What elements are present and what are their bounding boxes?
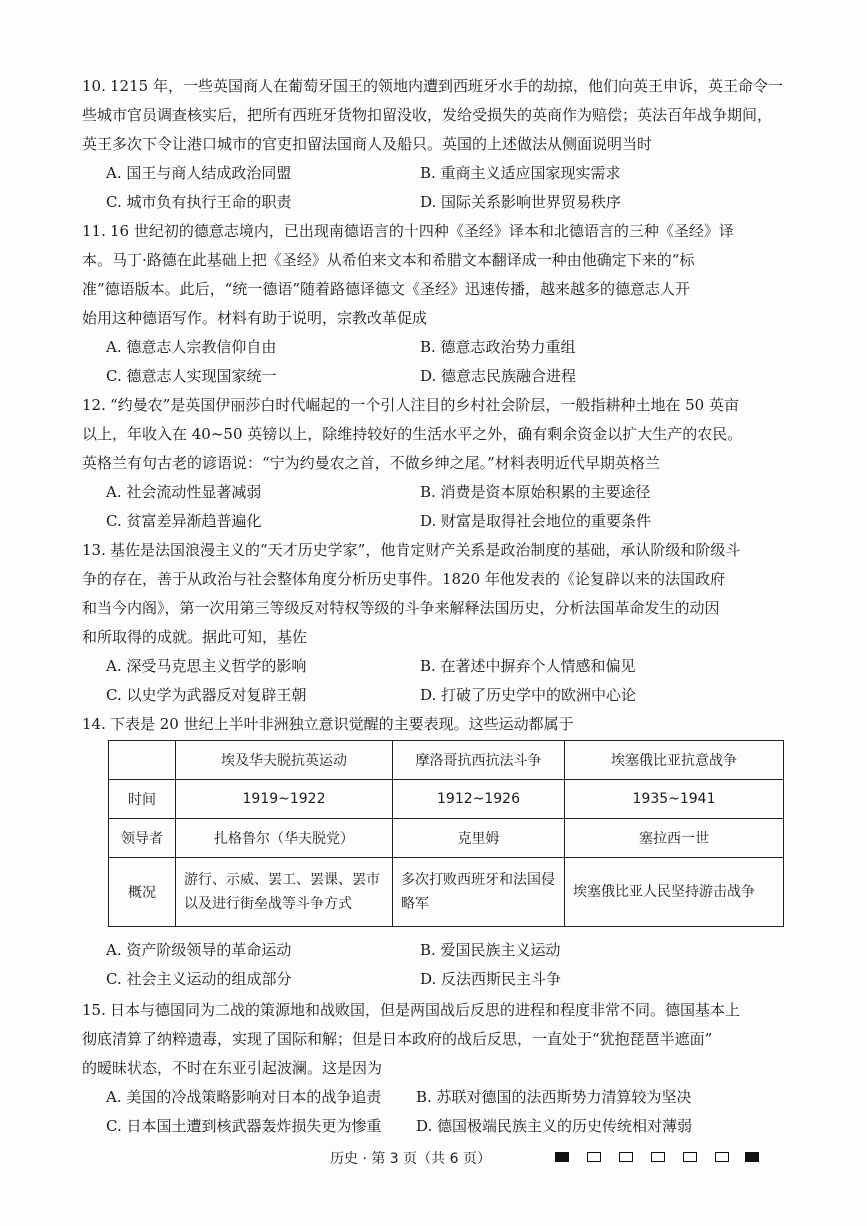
stem-line: 始用这种德语写作。材料有助于说明，宗教改革促成 [82,309,428,327]
row-header: 领导者 [109,819,176,858]
options-10 [106,159,790,217]
stem-line: 和当今内阁》，第一次用第三等级反对特权等级的斗争来解释法国历史，分析法国革命发生的动因 [82,599,720,617]
option-a[interactable]: A. 社会流动性显著减弱 [106,483,262,501]
table-cell: 游行、示威、罢工、罢课、罢市以及进行街垒战等斗争方式 [176,858,393,927]
stem-line: 以上，年收入在 40~50 英镑以上，除维持较好的生活水平之外，确有剩余资金以扩大生产的农民。 [82,425,743,443]
table-cell: 多次打败西班牙和法国侵略军 [393,858,565,927]
question-10 [82,72,790,159]
stem-line: 和所取得的成就。据此可知，基佐 [82,628,308,646]
stem-line: 英王多次下令让港口城市的官吏扣留法国商人及船只。英国的上述做法从侧面说明当时 [82,135,653,153]
table-header-cell: 摩洛哥抗西抗法斗争 [393,741,565,780]
stem-line: 彻底清算了纳粹遗毒，实现了国际和解；但是日本政府的战后反思，一直处于“犹抱琵琶半遮面” [82,1030,713,1048]
stem-line: 些城市官员调查核实后，把所有西班牙货物扣留没收，发给受损失的英商作为赔偿；英法百年战争期间， [82,106,773,124]
option-d[interactable]: D. 打破了历史学中的欧洲中心论 [420,686,637,704]
question-stem [110,710,790,739]
options-15 [106,1083,790,1141]
question-number: 13. [82,541,106,559]
filled-mark-icon [745,1152,759,1162]
option-b[interactable]: B. 消费是资本原始积累的主要途径 [420,483,651,501]
option-d[interactable]: D. 国际关系影响世界贸易秩序 [420,193,622,211]
option-c[interactable]: C. 日本国土遭到核武器轰炸损失更为惨重 [106,1117,382,1135]
options-12 [106,478,790,536]
table-header-row [109,741,784,780]
option-d[interactable]: D. 德意志民族融合进程 [420,367,577,385]
table-cell: 克里姆 [393,819,565,858]
option-b[interactable]: B. 在著述中摒弃个人情感和偏见 [420,657,636,675]
table-cell: 扎格鲁尔（华夫脱党） [176,819,393,858]
option-b[interactable]: B. 苏联对德国的法西斯势力清算较为坚决 [416,1088,692,1106]
question-15 [82,996,790,1083]
stem-line: 准”德语版本。此后，“统一德语”随着路德译德文《圣经》迅速传播，越来越多的德意志人开 [82,280,691,298]
option-a[interactable]: A. 德意志人宗教信仰自由 [106,338,277,356]
option-d[interactable]: D. 反法西斯民主斗争 [420,970,562,988]
question-number: 11. [82,222,106,240]
empty-mark-icon [619,1152,633,1162]
stem-line: 本。马丁·路德在此基础上把《圣经》从希伯来文本和希腊文本翻译成一种由他确定下来的“标 [82,251,695,269]
empty-mark-icon [651,1152,665,1162]
table-cell: 1912~1926 [393,780,565,819]
table-cell: 塞拉西一世 [565,819,784,858]
option-c[interactable]: C. 贫富差异渐趋普遍化 [106,512,262,530]
option-a[interactable]: A. 深受马克思主义哲学的影响 [106,657,307,675]
stem-line: 争的存在，善于从政治与社会整体角度分析历史事件。1820 年他发表的《论复辟以来的法国政府 [82,570,725,588]
question-number: 12. [82,396,106,414]
option-c[interactable]: C. 德意志人实现国家统一 [106,367,277,385]
stem-line: “约曼农”是英国伊丽莎白时代崛起的一个引人注目的乡村社会阶层，一般指耕种土地在 50 英亩 [110,396,739,414]
empty-mark-icon [715,1152,729,1162]
stem-line: 日本与德国同为二战的策源地和战败国，但是两国战后反思的进程和程度非常不同。德国基本上 [110,1001,741,1019]
option-c[interactable]: C. 城市负有执行王命的职责 [106,193,292,211]
option-d[interactable]: D. 德国极端民族主义的历史传统相对薄弱 [416,1117,693,1135]
movements-table [108,740,784,927]
option-a[interactable]: A. 国王与商人结成政治同盟 [106,164,292,182]
row-header: 概况 [109,858,176,927]
question-11 [82,217,790,333]
stem-line: 下表是 20 世纪上半叶非洲独立意识觉醒的主要表现。这些运动都属于 [110,715,574,733]
table-header-cell: 埃塞俄比亚抗意战争 [565,741,784,780]
table-cell: 埃塞俄比亚人民坚持游击战争 [565,858,784,927]
stem-line: 16 世纪初的德意志境内，已出现南德语言的十四种《圣经》译本和北德语言的三种《圣经》译 [110,222,734,240]
question-12 [82,391,790,478]
option-c[interactable]: C. 社会主义运动的组成部分 [106,970,292,988]
question-number: 10. [82,77,106,95]
table-cell: 1919~1922 [176,780,393,819]
stem-line: 英格兰有句古老的谚语说：“宁为约曼农之首，不做乡绅之尾。”材料表明近代早期英格兰 [82,454,660,472]
option-c[interactable]: C. 以史学为武器反对复辟王朝 [106,686,307,704]
option-a[interactable]: A. 美国的冷战策略影响对日本的战争追责 [106,1088,382,1106]
question-number: 14. [82,715,106,733]
question-13 [82,536,790,652]
option-b[interactable]: B. 德意志政治势力重组 [420,338,576,356]
empty-mark-icon [683,1152,697,1162]
table-row [109,780,784,819]
question-14 [82,710,790,739]
table-header-cell [109,741,176,780]
question-number: 15. [82,1001,106,1019]
table-header-cell: 埃及华夫脱抗英运动 [176,741,393,780]
options-11 [106,333,790,391]
option-a[interactable]: A. 资产阶级领导的革命运动 [106,941,292,959]
stem-line: 的暧昧状态，不时在东亚引起波澜。这是因为 [82,1059,383,1077]
page-footer: 历史 · 第 3 页（共 6 页） [330,1151,491,1167]
option-b[interactable]: B. 重商主义适应国家现实需求 [420,164,621,182]
options-14 [106,936,790,994]
row-header: 时间 [109,780,176,819]
table-row [109,858,784,927]
stem-line: 1215 年，一些英国商人在葡萄牙国王的领地内遭到西班牙水手的劫掠，他们向英王申诉，英王命令一 [110,77,783,95]
empty-mark-icon [587,1152,601,1162]
options-13 [106,652,790,710]
table-row [109,819,784,858]
table-cell: 1935~1941 [565,780,784,819]
option-d[interactable]: D. 财富是取得社会地位的重要条件 [420,512,652,530]
filled-mark-icon [555,1152,569,1162]
stem-line: 基佐是法国浪漫主义的“天才历史学家”，他肯定财产关系是政治制度的基础，承认阶级和阶级斗 [110,541,741,559]
option-b[interactable]: B. 爱国民族主义运动 [420,941,561,959]
